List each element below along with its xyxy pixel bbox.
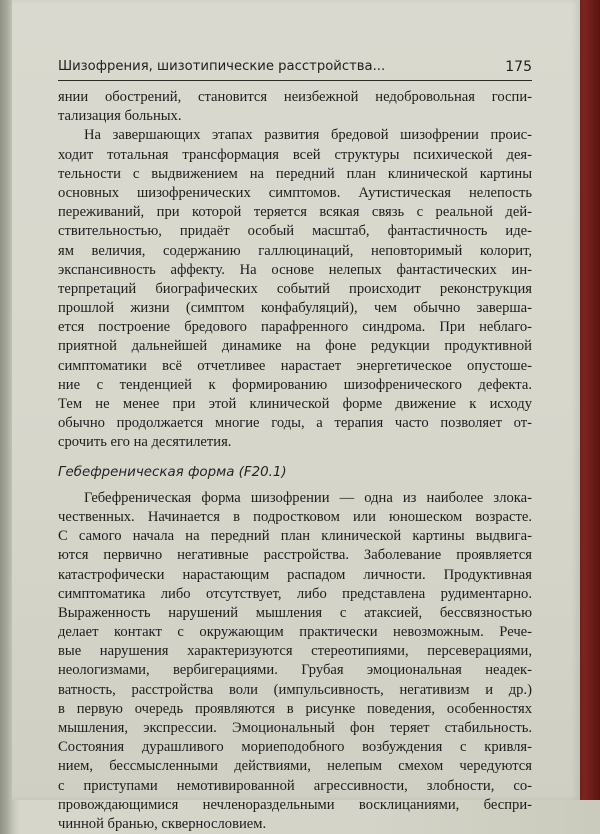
- text-line: тельности с выдвижением на передний план клинической картины: [58, 165, 532, 182]
- text-line: ствительностью, придаёт особый масштаб, фантастичность иде-: [58, 223, 532, 240]
- text-line: нием, бессмысленными действиями, нелепым смехом чередуются: [58, 758, 532, 775]
- running-header: [58, 58, 532, 81]
- text-line: Тем не менее при этой клинической форме движение к исходу: [58, 396, 532, 412]
- paragraph-2: [58, 126, 532, 452]
- text-line: тализация больных.: [58, 108, 182, 125]
- text-line: ватность, расстройства воли (импульсивность, негативизм и др.): [58, 681, 532, 698]
- text-line: вые нарушения характеризуются стереотипиями, персеверациями,: [58, 643, 532, 660]
- text-line: ходит тотальная трансформация всей структуры психической дея-: [58, 146, 532, 163]
- text-line: делает контакт с окружающим практически невозможным. Рече-: [58, 624, 532, 641]
- text-line: ются первично негативные расстройства. Заболевание проявляется: [58, 547, 532, 564]
- text-line: прошлой жизни (симптом конфабуляций), чем обычно заверша-: [58, 300, 532, 317]
- text-line: катастрофически нарастающим распадом личности. Продуктивная: [58, 566, 532, 583]
- text-line: основных шизофренических симптомов. Аутистическая нелепость: [58, 184, 532, 201]
- text-line: провождающимися нечленораздельными восклицаниями, беспри-: [58, 796, 532, 813]
- text-line: Состояния дурашливого мориеподобного возбуждения с кривля-: [58, 739, 532, 756]
- text-line: Гебефреническая форма шизофрении — одна из наиболее злока-: [84, 489, 532, 506]
- text-line: ется построение бредового парафренного синдрома. При неблаго-: [58, 319, 532, 336]
- text-line: терпретаций биографических событий происходит реконструкция: [58, 280, 532, 297]
- page-number: 175: [505, 59, 532, 75]
- text-line: неологизмами, вербигерациями. Грубая эмоциональная неадек-: [58, 662, 532, 679]
- paragraph-3: [58, 489, 532, 834]
- text-line: янии обострений, становится неизбежной недобровольная госпи-: [58, 89, 532, 105]
- text-line: На завершающих этапах развития бредовой шизофрении проис-: [84, 127, 532, 144]
- text-line: переживаний, при которой теряется всякая связь с реальной дей-: [58, 204, 532, 221]
- book-spine: [578, 0, 600, 800]
- page-body: [58, 88, 532, 834]
- text-line: чественных. Начинается в подростковом или юношеском возрасте.: [58, 508, 532, 525]
- text-line: в первую очередь проявляются в рисунке поведения, особенностях: [58, 700, 532, 717]
- text-line: Выраженность нарушений мышления с атаксией, бессвязностью: [58, 604, 532, 621]
- section-subheading: Гебефреническая форма (F20.1): [58, 464, 287, 480]
- text-line: С самого начала на передний план клинической картины выдвига-: [58, 528, 532, 545]
- text-line: срочить его на десятилетия.: [58, 434, 232, 451]
- text-line: обычно продолжается многие годы, а терапия часто позволяет от-: [58, 415, 532, 432]
- text-line: ние с тенденцией к формированию шизофренического дефекта.: [58, 376, 532, 393]
- text-line: симптоматика либо отсутствует, либо представлена рудиментарно.: [58, 585, 532, 602]
- text-line: чинной бранью, сквернословием.: [58, 815, 267, 832]
- text-line: ям величия, содержанию галлюцинаций, неповторимый колорит,: [58, 242, 532, 259]
- text-line: приятной дальнейшей динамике на фоне редукции продуктивной: [58, 338, 532, 355]
- text-line: мышления, экспрессии. Эмоциональный фон теряет стабильность.: [58, 720, 532, 736]
- text-line: экспансивность аффекту. На основе нелепых фантастических ин-: [58, 261, 532, 278]
- text-line: симптоматики всё отчетливее нарастает энергетическое опустоше-: [58, 357, 532, 374]
- paragraph-1: [58, 88, 532, 126]
- running-header-title: Шизофрения, шизотипические расстройства...: [58, 59, 386, 74]
- text-line: с приступами немотивированной агрессивности, злобности, со-: [58, 777, 532, 794]
- book-page: [12, 0, 580, 832]
